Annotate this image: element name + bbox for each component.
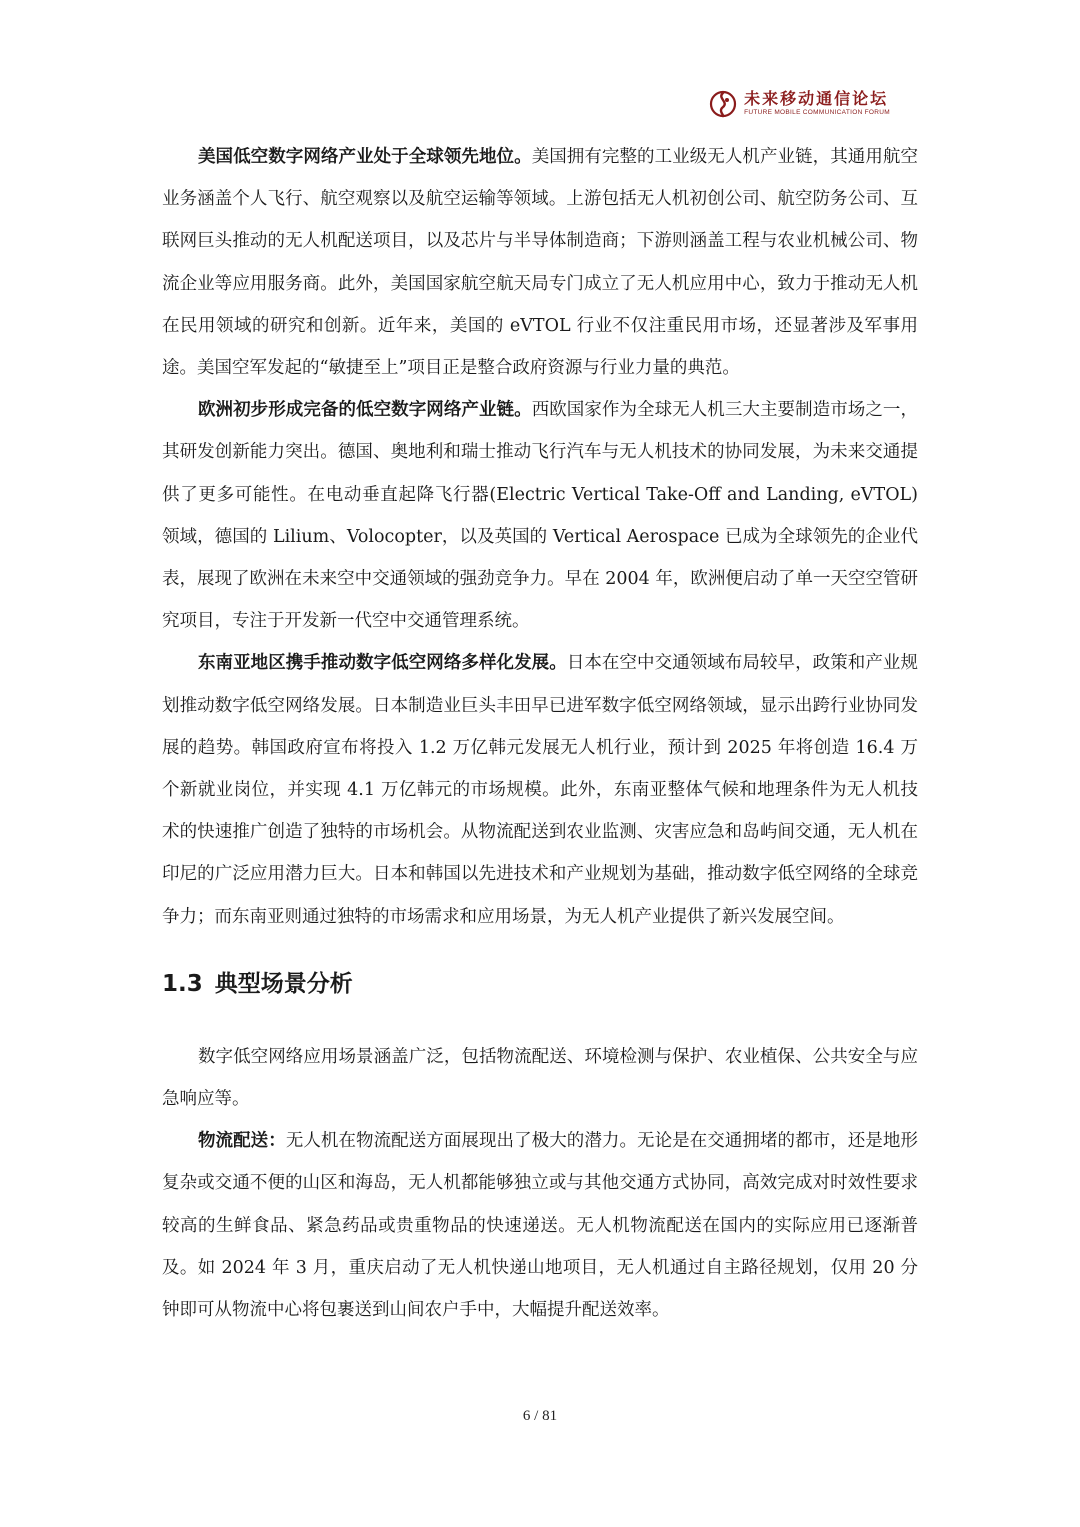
paragraph-europe (162, 389, 918, 642)
paragraph-lead: 美国低空数字网络产业处于全球领先地位。 (198, 147, 532, 167)
logo-english-name: FUTURE MOBILE COMMUNICATION FORUM (744, 109, 890, 117)
paragraph-text: 美国拥有完整的工业级无人机产业链，其通用航空业务涵盖个人飞行、航空观察以及航空运输等领域。上游包括无人机初创公司、航空防务公司、互联网巨头推动的无人机配送项目，以及芯片与半导体制造商；下游则涵盖工程与农业机械公司、物流企业等应用服务商。此外，美国国家航空航天局专门成立了无人机应用中心，致力于推动无人机在民用领域的研究和创新。近年来，美国的 eVTOL 行业不仅注重民用市场，还显著涉及军事用途。美国空军发起的“敏捷至上”项目正是整合政府资源与行业力量的典范。 (162, 147, 918, 379)
paragraph-lead: 物流配送： (198, 1131, 286, 1152)
paragraph-text: 西欧国家作为全球无人机三大主要制造市场之一，其研发创新能力突出。德国、奥地利和瑞士推动飞行汽车与无人机技术的协同发展，为未来交通提供了更多可能性。在电动垂直起降飞行器(Electric Vertical Take-Off and Landing, eVTOL)领域，德国的 Lilium、Volocopter，以及英国的 Vertical Aerospace 已成为全球领先的企业代表，展现了欧洲在未来空中交通领域的强劲竞争力。早在 2004 年，欧洲便启动了单一天空空管研究项目，专注于开发新一代空中交通管理系统。 (162, 400, 918, 632)
section-heading (162, 954, 918, 1014)
paragraph-scenarios-intro (162, 1036, 918, 1120)
paragraph-text: 日本在空中交通领域布局较早，政策和产业规划推动数字低空网络发展。日本制造业巨头丰田早已进军数字低空网络领域，显示出跨行业协同发展的趋势。韩国政府宣布将投入 1.2 万亿韩元发展无人机行业，预计到 2025 年将创造 16.4 万个新就业岗位，并实现 4.1 万亿韩元的市场规模。此外，东南亚整体气候和地理条件为无人机技术的快速推广创造了独特的市场机会。从物流配送到农业监测、灾害应急和岛屿间交通，无人机在印尼的广泛应用潜力巨大。日本和韩国以先进技术和产业规划为基础，推动数字低空网络的全球竞争力；而东南亚则通过独特的市场需求和应用场景，为无人机产业提供了新兴发展空间。 (162, 653, 918, 927)
forum-logo-icon (708, 89, 738, 119)
paragraph-southeast-asia (162, 642, 918, 937)
paragraph-logistics (162, 1120, 918, 1331)
section-number: 1.3 (162, 970, 203, 997)
logo-text (744, 91, 890, 117)
page-header (708, 84, 890, 124)
page-number: 6 / 81 (522, 1408, 558, 1424)
section-title: 典型场景分析 (214, 970, 353, 997)
paragraph-lead: 东南亚地区携手推动数字低空网络多样化发展。 (198, 653, 567, 674)
paragraph-text: 无人机在物流配送方面展现出了极大的潜力。无论是在交通拥堵的都市，还是地形复杂或交通不便的山区和海岛，无人机都能够独立或与其他交通方式协同，高效完成对时效性要求较高的生鲜食品、紧急药品或贵重物品的快速递送。无人机物流配送在国内的实际应用已逐渐普及。如 2024 年 3 月，重庆启动了无人机快递山地项目，无人机通过自主路径规划，仅用 20 分钟即可从物流中心将包裹送到山间农户手中，大幅提升配送效率。 (162, 1131, 918, 1321)
paragraph-usa (162, 136, 918, 389)
paragraph-text: 数字低空网络应用场景涵盖广泛，包括物流配送、环境检测与保护、农业植保、公共安全与应急响应等。 (162, 1046, 918, 1110)
page-body (162, 136, 918, 1331)
paragraph-lead: 欧洲初步形成完备的低空数字网络产业链。 (198, 400, 532, 421)
logo-chinese-name: 未来移动通信论坛 (744, 89, 889, 109)
